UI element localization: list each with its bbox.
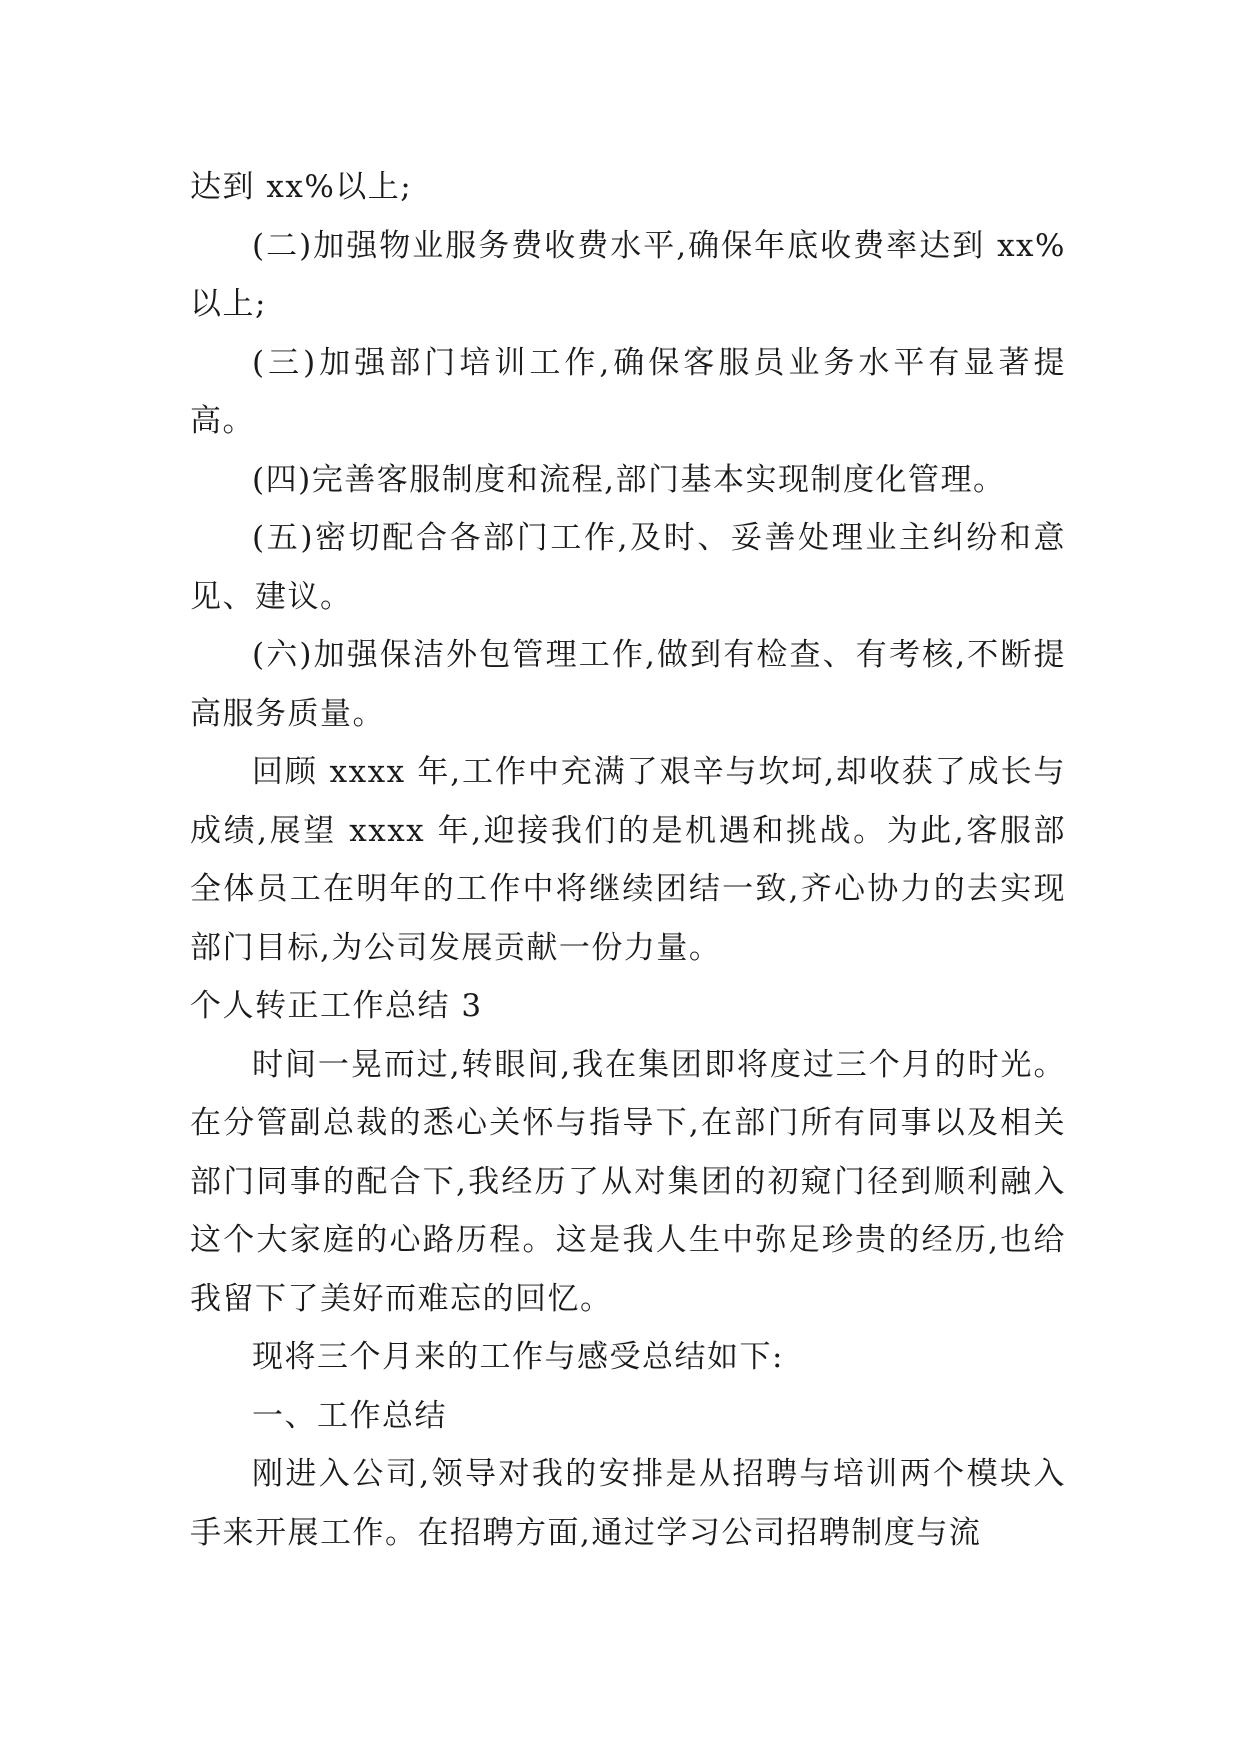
paragraph-review: 回顾 xxxx 年,工作中充满了艰辛与坎坷,却收获了成长与成绩,展望 xxxx 年,迎接我们的是机遇和挑战。为此,客服部全体员工在明年的工作中将继续团结一致,齐心协力的去实现部门目标,为公司发展贡献一份力量。 xyxy=(190,754,1066,966)
paragraph-item-3: (三)加强部门培训工作,确保客服员业务水平有显著提高。 xyxy=(190,344,1066,439)
paragraph-work-detail: 刚进入公司,领导对我的安排是从招聘与培训两个模块入手来开展工作。在招聘方面,通过学习公司招聘制度与流 xyxy=(190,1456,1066,1551)
document-body xyxy=(190,158,1066,1562)
paragraph-item-2: (二)加强物业服务费收费水平,确保年底收费率达到 xx%以上; xyxy=(190,227,1066,322)
section-heading: 个人转正工作总结 3 xyxy=(190,988,483,1024)
subheading-work-summary: 一、工作总结 xyxy=(252,1397,447,1434)
paragraph-item-4: (四)完善客服制度和流程,部门基本实现制度化管理。 xyxy=(252,461,1006,498)
paragraph-summary-lead: 现将三个月来的工作与感受总结如下: xyxy=(252,1339,784,1375)
paragraph-item-6: (六)加强保洁外包管理工作,做到有检查、有考核,不断提高服务质量。 xyxy=(190,637,1066,732)
paragraph-item-5: (五)密切配合各部门工作,及时、妥善处理业主纠纷和意见、建议。 xyxy=(190,520,1066,615)
paragraph-continuation: 达到 xx%以上; xyxy=(190,169,413,205)
paragraph-intro: 时间一晃而过,转眼间,我在集团即将度过三个月的时光。在分管副总裁的悉心关怀与指导下,在部门所有同事以及相关部门同事的配合下,我经历了从对集团的初窥门径到顺利融入这个大家庭的心路历程。这是我人生中弥足珍贵的经历,也给我留下了美好而难忘的回忆。 xyxy=(190,1046,1066,1317)
